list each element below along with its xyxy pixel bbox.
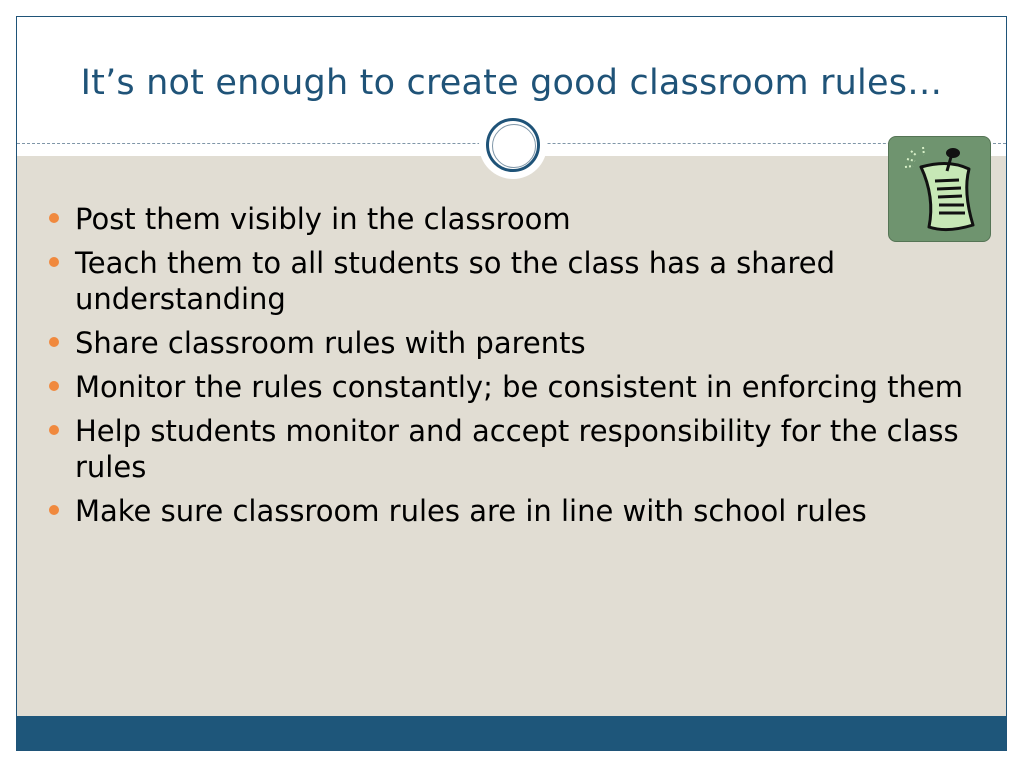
bullet-text: Make sure classroom rules are in line with school rules: [75, 494, 867, 528]
list-item: [45, 201, 995, 237]
bullet-list: [45, 201, 995, 537]
list-item: [45, 325, 995, 361]
list-item: [45, 369, 995, 405]
bullet-text: Help students monitor and accept responsibility for the class rules: [75, 414, 959, 484]
bullet-text: Share classroom rules with parents: [75, 326, 586, 360]
footer-bar: [17, 716, 1006, 751]
bullet-dot-icon: [49, 337, 59, 347]
bullet-dot-icon: [49, 381, 59, 391]
list-item: [45, 245, 995, 317]
bullet-dot-icon: [49, 425, 59, 435]
slide-title: It’s not enough to create good classroom rules…: [80, 63, 943, 103]
bullet-text: Teach them to all students so the class has a shared understanding: [75, 246, 835, 316]
list-item: [45, 413, 995, 485]
bullet-text: Post them visibly in the classroom: [75, 202, 571, 236]
bullet-dot-icon: [49, 213, 59, 223]
bullet-dot-icon: [49, 257, 59, 267]
slide: [16, 16, 1007, 751]
circle-ornament-icon: [479, 111, 547, 179]
list-item: [45, 493, 995, 529]
bullet-dot-icon: [49, 505, 59, 515]
bullet-text: Monitor the rules constantly; be consistent in enforcing them: [75, 370, 964, 404]
